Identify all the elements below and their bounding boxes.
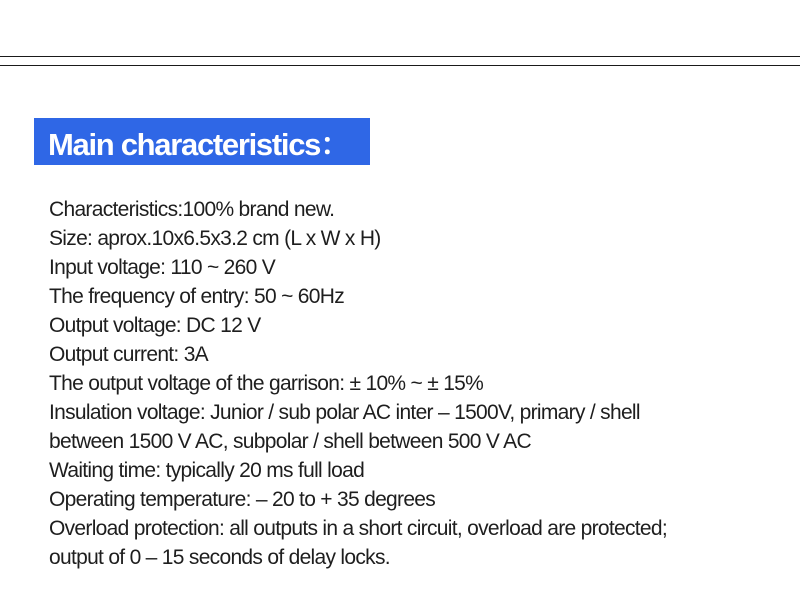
spec-line-size: Size: aprox.10x6.5x3.2 cm (L x W x H) — [49, 227, 381, 250]
spec-line-input-voltage: Input voltage: 110 ~ 260 V — [49, 256, 276, 279]
spec-line-frequency: The frequency of entry: 50 ~ 60Hz — [49, 285, 344, 308]
spec-line-output-voltage: Output voltage: DC 12 V — [49, 314, 261, 337]
spec-line-waiting-time: Waiting time: typically 20 ms full load — [49, 459, 365, 482]
top-divider-line — [0, 56, 800, 57]
spec-list — [49, 195, 779, 572]
section-heading-title: Main characteristics： — [48, 127, 350, 162]
spec-line-overload-protection: Overload protection: all outputs in a short circuit, overload are protected; — [49, 517, 667, 540]
spec-line-operating-temperature: Operating temperature: – 20 to + 35 degrees — [49, 488, 436, 511]
spec-line-voltage-tolerance: The output voltage of the garrison: ± 10% ~ ± 15% — [49, 372, 484, 395]
spec-line-characteristics: Characteristics:100% brand new. — [49, 198, 335, 221]
section-heading-banner — [34, 118, 370, 165]
spec-line-output-current: Output current: 3A — [49, 343, 208, 366]
spec-line-insulation-voltage: Insulation voltage: Junior / sub polar AC inter – 1500V, primary / shell — [49, 401, 640, 424]
spec-line-insulation-voltage-cont: between 1500 V AC, subpolar / shell between 500 V AC — [49, 430, 531, 453]
spec-line-overload-protection-cont: output of 0 – 15 seconds of delay locks. — [49, 546, 390, 569]
top-divider-line-lower — [0, 65, 800, 66]
